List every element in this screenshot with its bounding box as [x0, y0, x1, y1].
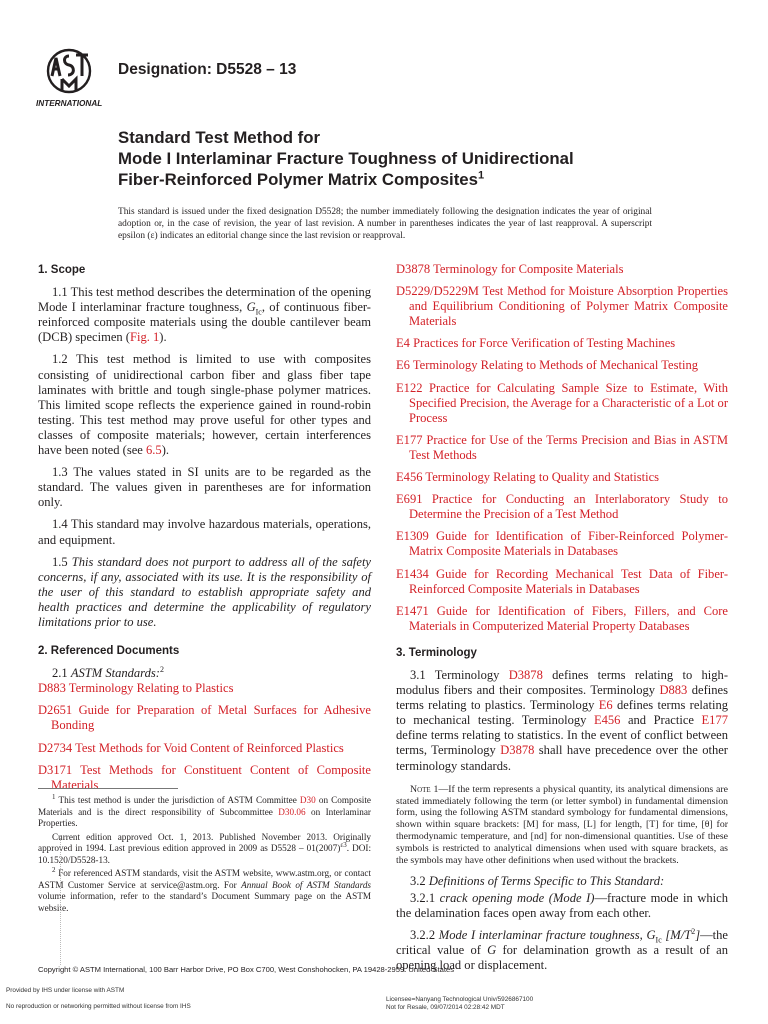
not-for-resale-text: Not for Resale, 09/07/2014 02:28:42 MDT [386, 1004, 505, 1011]
no-reproduction-text: No reproduction or networking permitted without license from IHS [6, 1003, 191, 1010]
reference-title[interactable]: Practice for Conducting an Interlaboratory Study to Determine the Precision of a Test Method [409, 492, 728, 522]
reference-title[interactable]: Terminology Relating to Plastics [65, 681, 234, 696]
note-1: Note 1—If the term represents a physical quantity, its analytical dimensions are stated immediately following the term (or letter symbol) in fundamental dimension form, using the following ASTM standard symbology for fundamental dimensions, shown within square brackets: [M] for mass, [L] for length, [T] for time, [θ] for thermodynamic temperature, and [nd] for non-dimensional quantities. Use of these symbols is restricted to analytical dimensions when used with square brackets, as the symbols may have other definitions when used without the brackets. [396, 783, 729, 867]
scope-1-4: 1.4 This standard may involve hazardous materials, operations, and equipment. [38, 517, 371, 547]
reference-title[interactable]: Practice for Use of the Terms Precision and Bias in ASTM Test Methods [409, 432, 728, 462]
d30-link[interactable]: D30 [299, 795, 316, 805]
reference-code-link[interactable]: D883 [38, 681, 66, 696]
terminology-3-2: 3.2 Definitions of Terms Specific to This Standard: [410, 873, 665, 888]
provided-by-text: Provided by IHS under license with ASTM [6, 987, 125, 994]
title-line-1: Standard Test Method for [118, 128, 320, 147]
reference-code-link[interactable]: D3878 [396, 262, 431, 276]
left-column [38, 262, 371, 793]
footnotes [38, 792, 372, 914]
e6-link[interactable]: E6 [598, 698, 613, 713]
document-title [118, 127, 678, 190]
title-line-2: Mode I Interlaminar Fracture Toughness of Unidirectional [118, 149, 574, 168]
reference-code-link[interactable]: E1471 [396, 603, 429, 618]
reference-item [396, 336, 728, 351]
e456-link[interactable]: E456 [593, 713, 621, 728]
terminology-3-2-1: 3.2.1 crack opening mode (Mode I)—fracture mode in which the delamination faces open away from each other. [396, 891, 728, 921]
reference-code-link[interactable]: E177 [396, 432, 423, 447]
reference-code-link[interactable]: E1434 [396, 566, 429, 581]
designation-label: Designation: D5528 [118, 61, 262, 78]
footnote-2: $^2$ For referenced ASTM standards, visit the ASTM website, www.astm.org, or contact ASTM Customer Service at service@astm.org. For Annual Book of ASTM Standards volume information, refer to the standard’s Document Summary page on the ASTM website. [38, 865, 371, 913]
reference-title[interactable]: Terminology Relating to Quality and Statistics [422, 470, 660, 485]
reference-item [396, 492, 728, 522]
reference-title[interactable]: Test Methods for Constituent Content of Composite Materials [51, 762, 371, 792]
reference-title[interactable]: Test Methods for Void Content of Reinforced Plastics [72, 740, 344, 755]
abstract: This standard is issued under the fixed designation D5528; the number immediately following the designation indicates the year of original adoption or, in the case of revision, the year of last revision. A number in parentheses indicates the year of last reapproval. A superscript epsilon (ε) indicates an editorial change since the last revision or reapproval. [118, 207, 652, 242]
copyright-line: Copyright © ASTM International, 100 Barr Harbor Drive, PO Box C700, West Conshohocken, PA 19428-2959. United States [38, 965, 455, 974]
licensee-text: Licensee=Nanyang Technological Univ/5926867100 [386, 996, 534, 1003]
reference-item [396, 262, 728, 277]
reference-list-right [396, 262, 728, 634]
reference-code-link[interactable]: E456 [396, 470, 423, 485]
reference-title[interactable]: Test Method for Moisture Absorption Properties and Equilibrium Conditioning of Polymer Matrix Composite Materials [409, 284, 728, 329]
scope-1-3: 1.3 The values stated in SI units are to be regarded as the standard. The values given in parentheses are for information only. [38, 465, 371, 510]
reference-code-link[interactable]: E1309 [396, 529, 429, 544]
scope-1-2: 1.2 This test method is limited to use with composites consisting of unidirectional carbon fiber and glass fiber tape laminates with brittle and tough single-phase polymer matrices. This limited scope reflects the experience gained in round-robin testing. This test method may prove useful for other types and classes of composite materials; however, certain interferences have been noted (see 6.5). [38, 352, 371, 458]
terminology-3-1: 3.1 Terminology D3878 defines terms relating to high-modulus fibers and their composites. Terminology D883 defines terms relating to plastics. Terminology E6 defines terms relating to mechanical testing. Terminology E456 and Practice E177 define terms relating to statistics. In the event of conflict between terms, Terminology D3878 shall have precedence over the other terminology standards. [396, 667, 729, 773]
reference-item [396, 567, 728, 597]
d3878-link-2[interactable]: D3878 [500, 743, 535, 758]
designation-year: – 13 [261, 61, 297, 78]
reference-code-link[interactable]: D2734 [38, 740, 73, 755]
reference-item [38, 681, 371, 696]
margin-dotted-line [60, 835, 61, 965]
d3878-link[interactable]: D3878 [508, 667, 543, 682]
terminology-3-2-2: 3.2.2 Mode I interlaminar fracture toughness, $G_{Ic}$ $[M/T^2]—the$ critical value of G for delamination growth as a result of an opening load or displacement. [396, 927, 728, 973]
reference-item [38, 703, 371, 733]
referenced-documents-heading: 2. Referenced Documents [38, 645, 180, 658]
title-line-3 [118, 169, 678, 190]
logo-international-text: INTERNATIONAL [36, 99, 103, 108]
reference-code-link[interactable]: E691 [396, 492, 423, 507]
reference-title[interactable]: Practice for Calculating Sample Size to Estimate, With Specified Precision, the Average for a Characteristic of a Lot or Process [409, 380, 728, 425]
reference-title[interactable]: Terminology Relating to Methods of Mechanical Testing [409, 358, 699, 373]
section-6-5-link[interactable]: 6.5 [146, 443, 162, 458]
e177-link[interactable]: E177 [701, 713, 728, 728]
reference-item [38, 741, 371, 756]
reference-code-link[interactable]: E122 [396, 380, 423, 395]
reference-title[interactable]: Guide for Recording Mechanical Test Data of Fiber-Reinforced Composite Materials in Databases [409, 566, 728, 596]
d883-link[interactable]: D883 [659, 683, 688, 698]
footnote-1: $^1$ This test method is under the jurisdiction of ASTM Committee D30 on Composite Materials and is the direct responsibility of Subcommittee D30.06 on Interlaminar Properties. [38, 792, 371, 828]
reference-item [396, 284, 728, 329]
title-footnote-mark: 1 [477, 169, 485, 182]
reference-item [396, 470, 728, 485]
reference-title[interactable]: Guide for Identification of Fibers, Fillers, and Core Materials in Computerized Material Property Databases [409, 603, 728, 633]
reference-code-link[interactable]: E6 [396, 358, 410, 373]
reference-title[interactable]: Guide for Preparation of Metal Surfaces for Adhesive Bonding [51, 703, 371, 733]
scope-1-5: 1.5 This standard does not purport to address all of the safety concerns, if any, associated with its use. It is the responsibility of the user of this standard to establish appropriate safety and health practices and determine the applicability of regulatory limitations prior to use. [38, 554, 372, 629]
footnote-rule [38, 788, 178, 789]
reference-title[interactable]: Terminology for Composite Materials [430, 262, 624, 276]
reference-code-link[interactable]: E4 [396, 336, 410, 351]
reference-title[interactable]: Guide for Identification of Fiber-Reinforced Polymer-Matrix Composite Materials in Databases [409, 529, 728, 559]
astm-logo [36, 44, 112, 110]
scope-1-1: 1.1 This test method describes the determination of the opening Mode I interlaminar fracture toughness, $G_{Ic}$, of continuous fiber-reinforced composite materials using the double cantilever beam (DCB) specimen (Fig. 1). [38, 285, 371, 345]
fig-1-link[interactable]: Fig. 1 [130, 330, 160, 345]
reference-list-left [38, 681, 371, 793]
reference-item [396, 381, 728, 426]
reference-item [396, 529, 728, 559]
terminology-heading: 3. Terminology [396, 646, 477, 659]
reference-item [396, 433, 728, 463]
d30-06-link[interactable]: D30.06 [278, 806, 306, 817]
reference-code-link[interactable]: D5229/D5229M [396, 284, 479, 299]
reference-code-link[interactable]: D2651 [38, 703, 73, 718]
reference-item [396, 604, 728, 634]
scope-heading: 1. Scope [38, 264, 86, 276]
footnote-1-edition: Current edition approved Oct. 1, 2013. Published November 2013. Originally approved in 1994. Last previous edition approved in 2009 as $D5528 - 01(2007)^{\varepsilon 3}$. DOI: 10.1520/D5528-13. [38, 831, 372, 865]
reference-title[interactable]: Practices for Force Verification of Testing Machines [409, 336, 676, 351]
reference-code-link[interactable]: D3171 [38, 762, 73, 777]
reference-item [396, 358, 728, 373]
right-column [396, 262, 728, 974]
astm-standards-subheading: 2.1 ASTM Standards:$^2$ [52, 664, 164, 681]
designation [118, 61, 296, 79]
title-line-3-text: Fiber-Reinforced Polymer Matrix Composites [118, 170, 478, 189]
